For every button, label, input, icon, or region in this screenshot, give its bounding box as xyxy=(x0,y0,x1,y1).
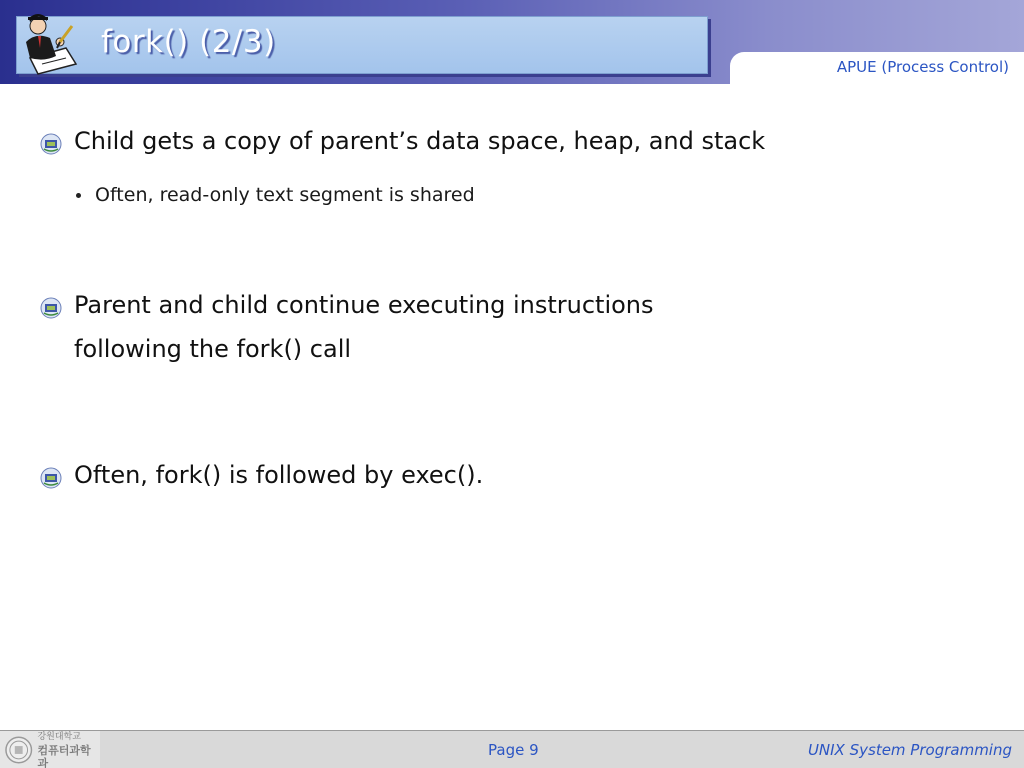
sub-bullet-item xyxy=(76,184,475,206)
university-emblem-icon xyxy=(40,133,62,155)
university-emblem-icon xyxy=(40,467,62,489)
footer-org-line1: 강원대학교 xyxy=(37,731,81,742)
footer-course-title: UNIX System Programming xyxy=(807,741,1012,759)
sub-bullet-dot xyxy=(76,193,81,198)
bullet-text: Often, fork() is followed by exec(). xyxy=(74,461,484,489)
footer-logo xyxy=(0,731,100,768)
bullet-text: Child gets a copy of parent’s data space, heap, and stack xyxy=(74,127,766,155)
bullet-item xyxy=(40,128,765,163)
footer xyxy=(0,730,1024,768)
page-number: Page 9 xyxy=(488,741,539,759)
university-seal-icon xyxy=(4,735,33,765)
bullet-text-line: Parent and child continue executing instructions xyxy=(74,291,654,319)
sub-bullet-text: Often, read-only text segment is shared xyxy=(95,184,475,206)
footer-org-name xyxy=(37,731,100,768)
university-emblem-icon xyxy=(40,297,62,319)
person-writing-icon xyxy=(16,8,80,76)
bullet-text xyxy=(74,283,654,371)
header-caption: APUE (Process Control) xyxy=(836,58,1009,76)
bullet-text-line: following the fork() call xyxy=(74,335,352,363)
page-title: fork() (2/3) xyxy=(101,24,276,60)
bullet-item xyxy=(40,462,483,497)
footer-org-line2: 컴퓨터과학과 xyxy=(37,743,91,768)
bullet-item xyxy=(40,292,654,371)
